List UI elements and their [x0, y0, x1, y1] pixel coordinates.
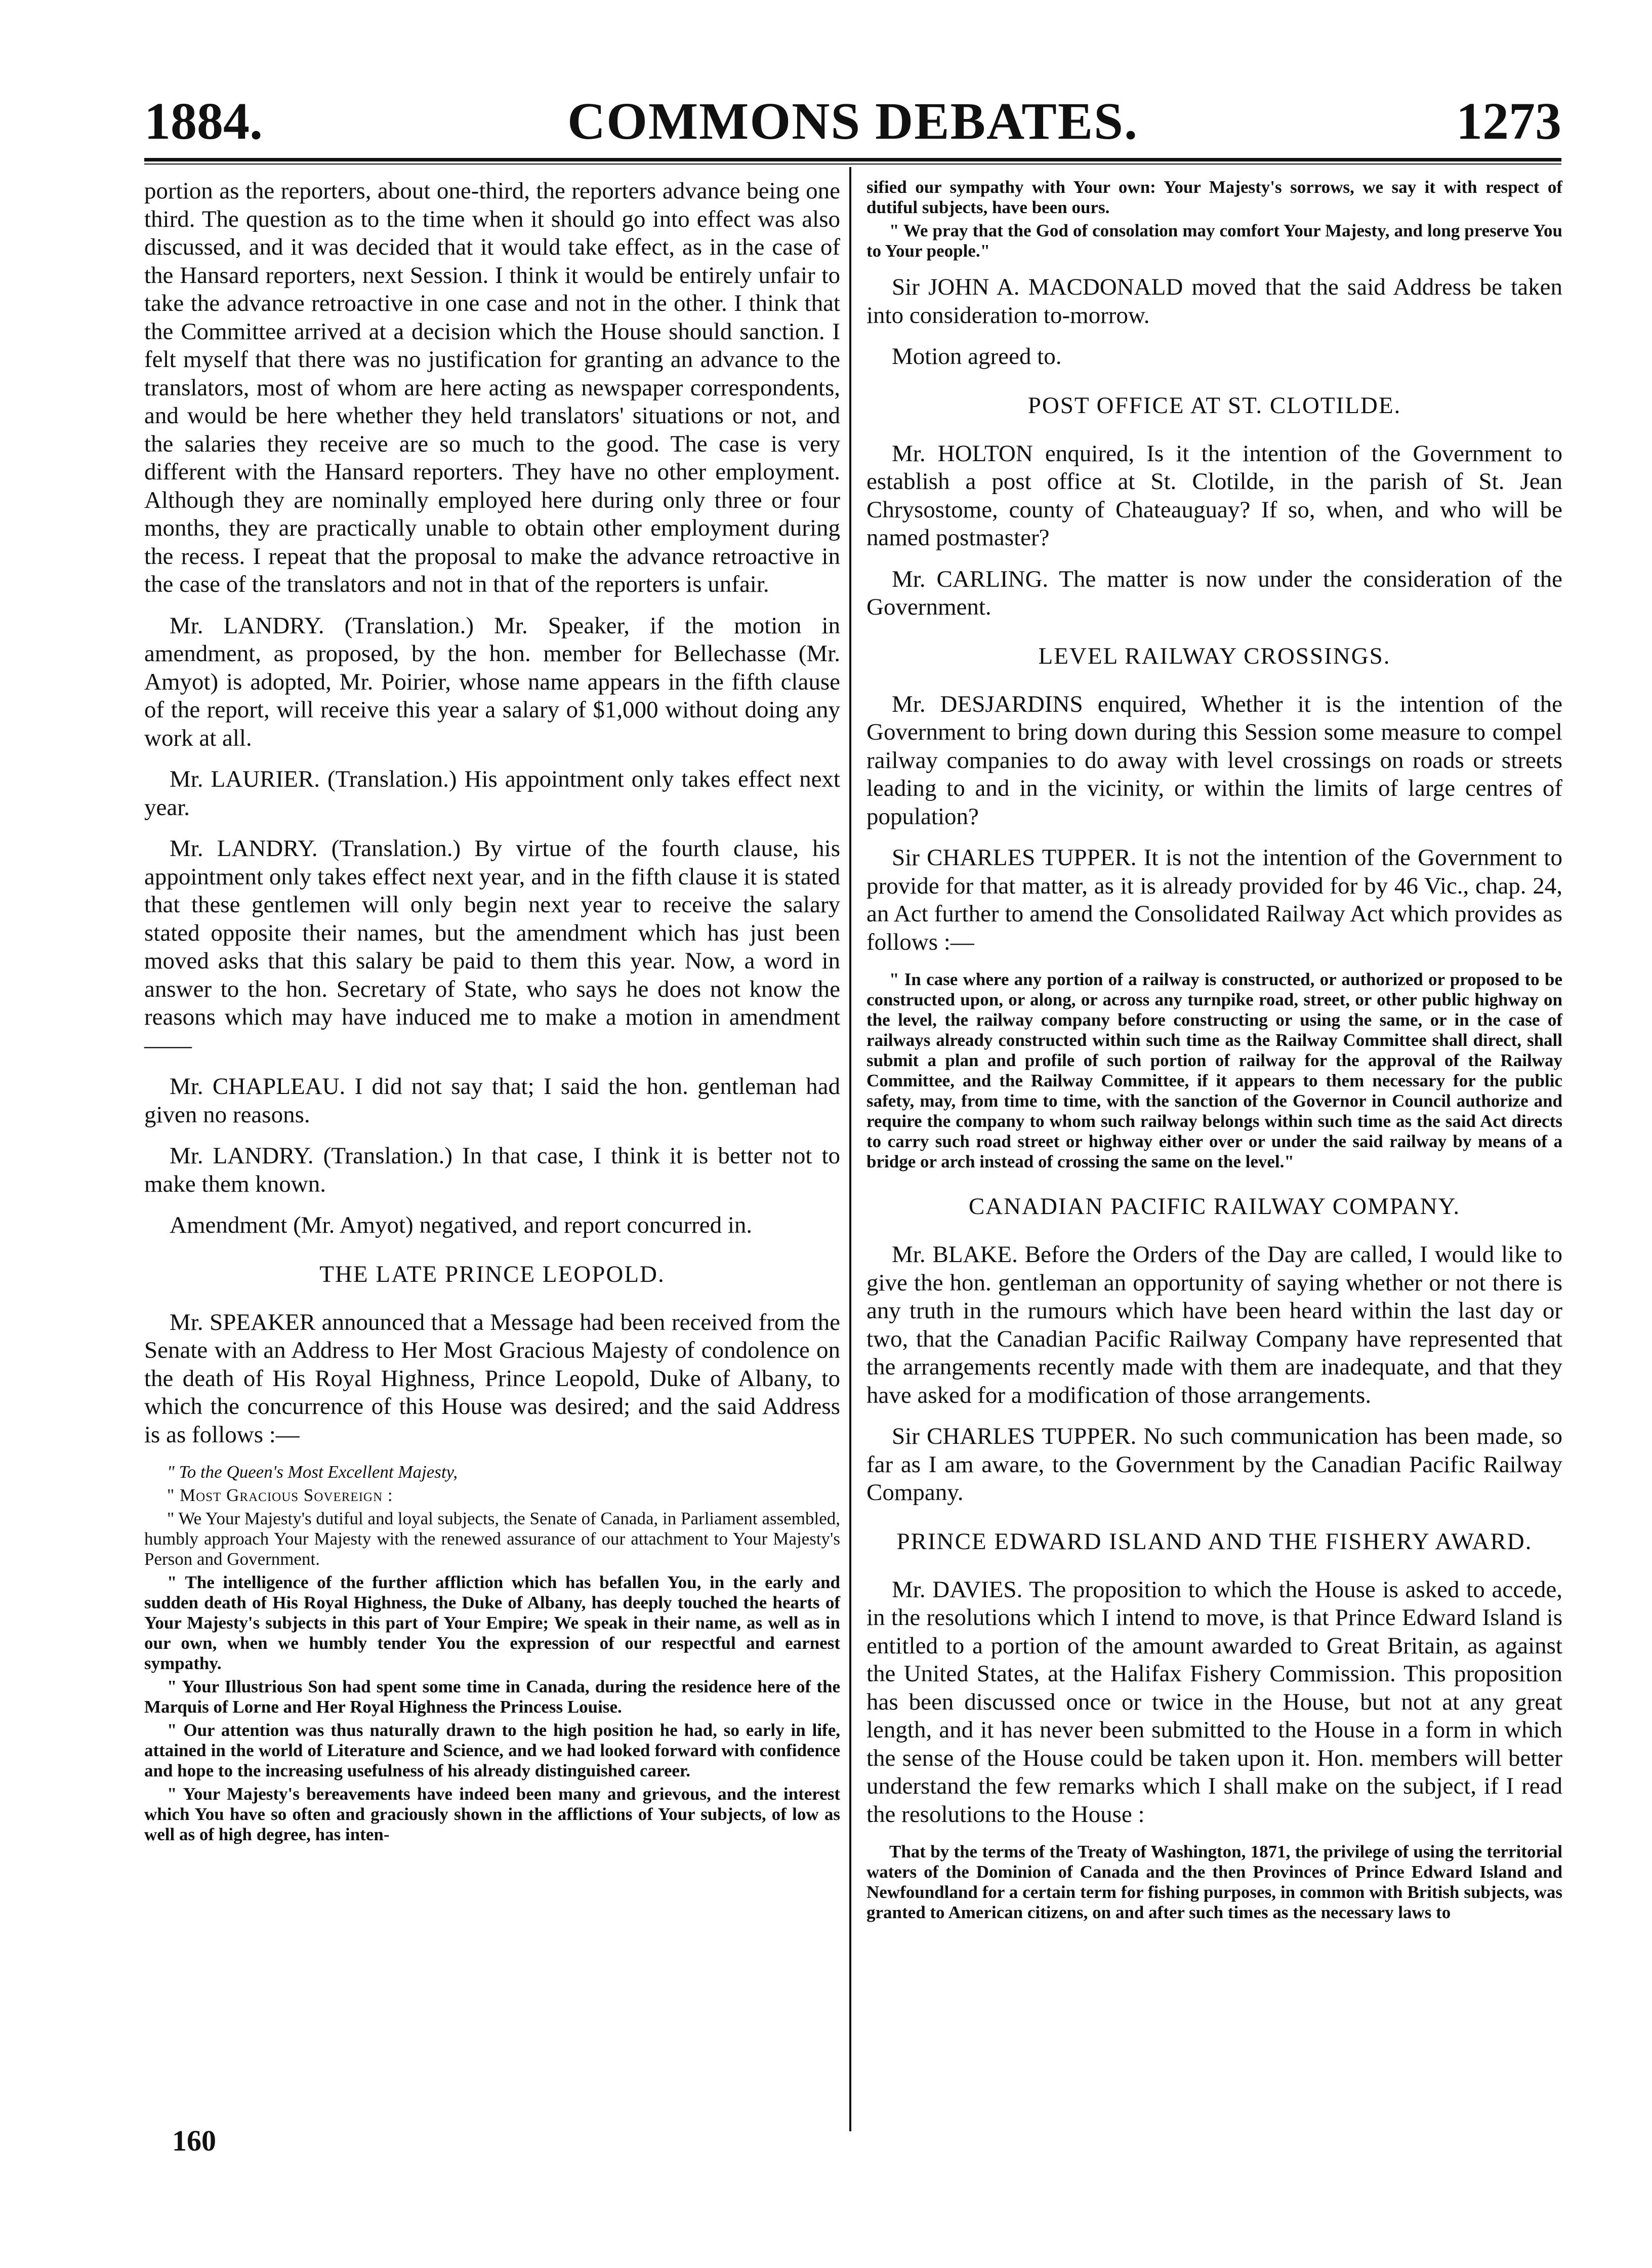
section-heading: POST OFFICE AT ST. CLOTILDE.: [1027, 392, 1401, 419]
paragraph: Mr. CARLING. The matter is now under the consideration of the Government.: [866, 565, 1562, 620]
page-header: [144, 91, 1561, 152]
paragraph: Mr. DAVIES. The proposition to which the House is asked to accede, in the resolutions which I intend to move, is that Prince Edward Island is entitled to a portion of the amount awarded to Great Britain, as against the United States, at the Halifax Fishery Commission. This proposition has been discussed once or twice in the House, but not at any great length, and it has never been submitted to the House in a form in which the sense of the House could be taken upon it. Hon. members will better understand the few remarks which I shall make on the subject, if I read the resolutions to the House :: [866, 1576, 1562, 1828]
paragraph: Amendment (Mr. Amyot) negatived, and report concurred in.: [170, 1212, 753, 1238]
header-rule: [144, 158, 1561, 165]
quoted-resolution: [866, 1842, 1562, 1923]
quoted-address: [144, 1462, 840, 1845]
address-salutation: " Most Gracious Sovereign :: [167, 1485, 393, 1505]
quote-paragraph: " Your Illustrious Son had spent some time in Canada, during the residence here of the Marquis of Lorne and Her Royal Highness the Princess Louise.: [144, 1677, 840, 1717]
quote-paragraph: " In case where any portion of a railway is constructed, or authorized or proposed to be constructed upon, or along, or across any turnpike road, street, or other public highway on the level, the railway company before constructing or using the same, or in the case of railways already constructed within such time as the Railway Committee shall direct, shall submit a plan and profile of such portion of railway for the approval of the Railway Committee, and the Railway Committee, if it appears to them necessary for the public safety, may, from time to time, with the sanction of the Governor in Council authorize and require the company to whom such railway belongs within such time as the said Act directs to carry such road street or highway either over or under the said railway by means of a bridge or arch instead of crossing the same on the level.": [866, 969, 1562, 1171]
section-heading: PRINCE EDWARD ISLAND AND THE FISHERY AWARD.: [896, 1528, 1533, 1555]
paragraph: Mr. SPEAKER announced that a Message had been received from the Senate with an Address to Her Most Gracious Majesty of condolence on the death of His Royal Highness, Prince Leopold, Duke of Albany, to which the concurrence of this House was desired; and the said Address is as follows :—: [144, 1309, 840, 1448]
quote-paragraph: sified our sympathy with Your own: Your Majesty's sorrows, we say it with respect of dutiful subjects, have been ours.: [866, 177, 1562, 217]
quote-paragraph: That by the terms of the Treaty of Washington, 1871, the privilege of using the territorial waters of the Dominion of Canada and the then Provinces of Prince Edward Island and Newfoundland for a certain term for fishing purposes, in common with British subjects, was granted to American citizens, on and after such times as the necessary laws to: [866, 1842, 1562, 1922]
paragraph: Mr. BLAKE. Before the Orders of the Day are called, I would like to give the hon. gentleman an opportunity of saying whether or not there is any truth in the rumours which have been heard within the last day or two, that the Canadian Pacific Railway Company have represented that the arrangements recently made with them are inadequate, and that they have asked for a modification of those arrangements.: [866, 1241, 1562, 1408]
quote-paragraph: " We pray that the God of consolation may comfort Your Majesty, and long preserve You to Your people.": [866, 221, 1562, 261]
quote-paragraph: " The intelligence of the further affliction which has befallen You, in the early and sudden death of His Royal Highness, the Duke of Albany, has deeply touched the hearts of Your Majesty's subjects in this part of Your Empire; We speak in their name, as well as in our own, when we humbly tender You the expression of our respectful and earnest sympathy.: [144, 1572, 840, 1673]
section-heading: CANADIAN PACIFIC RAILWAY COMPANY.: [968, 1193, 1461, 1220]
signature-folio: 160: [172, 2124, 216, 2157]
quoted-statute: [866, 969, 1562, 1172]
paragraph: portion as the reporters, about one-third, the reporters advance being one third. The question as to the time when it should go into effect was also discussed, and it was decided that it would take effect, as in the case of the Hansard reporters, next Session. I think it would be entirely unfair to take the advance retroactive in one case and not in the other. I think that the Committee arrived at a decision which the House should sanction. I felt myself that there was no justification for granting an advance to the translators, most of whom are here acting as newspaper correspondents, and would be here whether they held translators' situations or not, and the salaries they receive are so much to the good. The case is very different with the Hansard reporters. They have no other employment. Although they are nominally employed here during only three or four months, they are practically unable to obtain other employment during the recess. I repeat that the proposal to make the advance retroactive in the case of the translators and not in that of the reporters is unfair.: [144, 178, 840, 597]
left-column: [144, 177, 840, 1848]
paragraph: Mr. CHAPLEAU. I did not say that; I said the hon. gentleman had given no reasons.: [144, 1073, 840, 1128]
section-heading: LEVEL RAILWAY CROSSINGS.: [1038, 642, 1391, 669]
paragraph: Sir CHARLES TUPPER. No such communication has been made, so far as I am aware, to the Government by the Canadian Pacific Railway Company.: [866, 1423, 1562, 1506]
paragraph: Sir JOHN A. MACDONALD moved that the said Address be taken into consideration to-morrow.: [866, 274, 1562, 329]
quote-paragraph: " Our attention was thus naturally drawn to the high position he had, so early in life, attained in the world of Literature and Science, and we had looked forward with confidence and hope to the increasing usefulness of his already distinguished career.: [144, 1720, 840, 1780]
column-divider: [849, 167, 851, 2131]
paragraph: Mr. LAURIER. (Translation.) His appointment only takes effect next year.: [144, 766, 840, 821]
right-column: [866, 177, 1562, 1926]
paragraph: Motion agreed to.: [892, 343, 1062, 370]
quote-paragraph: " We Your Majesty's dutiful and loyal subjects, the Senate of Canada, in Parliament assembled, humbly approach Your Majesty with the renewed assurance of our attachment to Your Majesty's Person and Government.: [144, 1509, 840, 1569]
paragraph: Mr. LANDRY. (Translation.) Mr. Speaker, if the motion in amendment, as proposed, by the hon. member for Bellechasse (Mr. Amyot) is adopted, Mr. Poirier, whose name appears in the fifth clause of the report, will receive this year a salary of $1,000 without doing any work at all.: [144, 612, 840, 751]
header-year: 1884.: [144, 92, 263, 150]
paragraph: Mr. DESJARDINS enquired, Whether it is the intention of the Government to bring down during this Session some measure to compel railway companies to do away with level crossings on roads or streets leading to and in the vicinity, or within the limits of large centres of population?: [866, 691, 1562, 830]
paragraph: Mr. HOLTON enquired, Is it the intention of the Government to establish a post office at St. Clotilde, in the parish of St. Jean Chrysostome, county of Chateauguay? If so, when, and who will be named postmaster?: [866, 440, 1562, 551]
header-page-number: 1273: [1456, 92, 1561, 150]
paragraph: Mr. LANDRY. (Translation.) In that case, I think it is better not to make them known.: [144, 1143, 840, 1197]
running-title: COMMONS DEBATES.: [567, 92, 1138, 150]
paragraph: Mr. LANDRY. (Translation.) By virtue of the fourth clause, his appointment only takes effect next year, and in the fifth clause it is stated that these gentlemen will only begin next year to receive the salary stated opposite their names, but the amendment which has just been moved asks that this salary be paid to them this year. Now, a word in answer to the hon. Secretary of State, who says he does not know the reasons which may have induced me to make a motion in amendment——: [144, 835, 840, 1059]
quoted-address-continued: [866, 177, 1562, 261]
address-salutation: " To the Queen's Most Excellent Majesty,: [167, 1462, 458, 1482]
paragraph: Sir CHARLES TUPPER. It is not the intention of the Government to provide for that matter, as it is already provided for by 46 Vic., chap. 24, an Act further to amend the Consolidated Railway Act which provides as follows :—: [866, 844, 1562, 955]
quote-paragraph: " Your Majesty's bereavements have indeed been many and grievous, and the interest which You have so often and graciously shown in the afflictions of Your subjects, of low as well as of high degree, has inten-: [144, 1784, 840, 1844]
section-heading: THE LATE PRINCE LEOPOLD.: [319, 1261, 665, 1287]
